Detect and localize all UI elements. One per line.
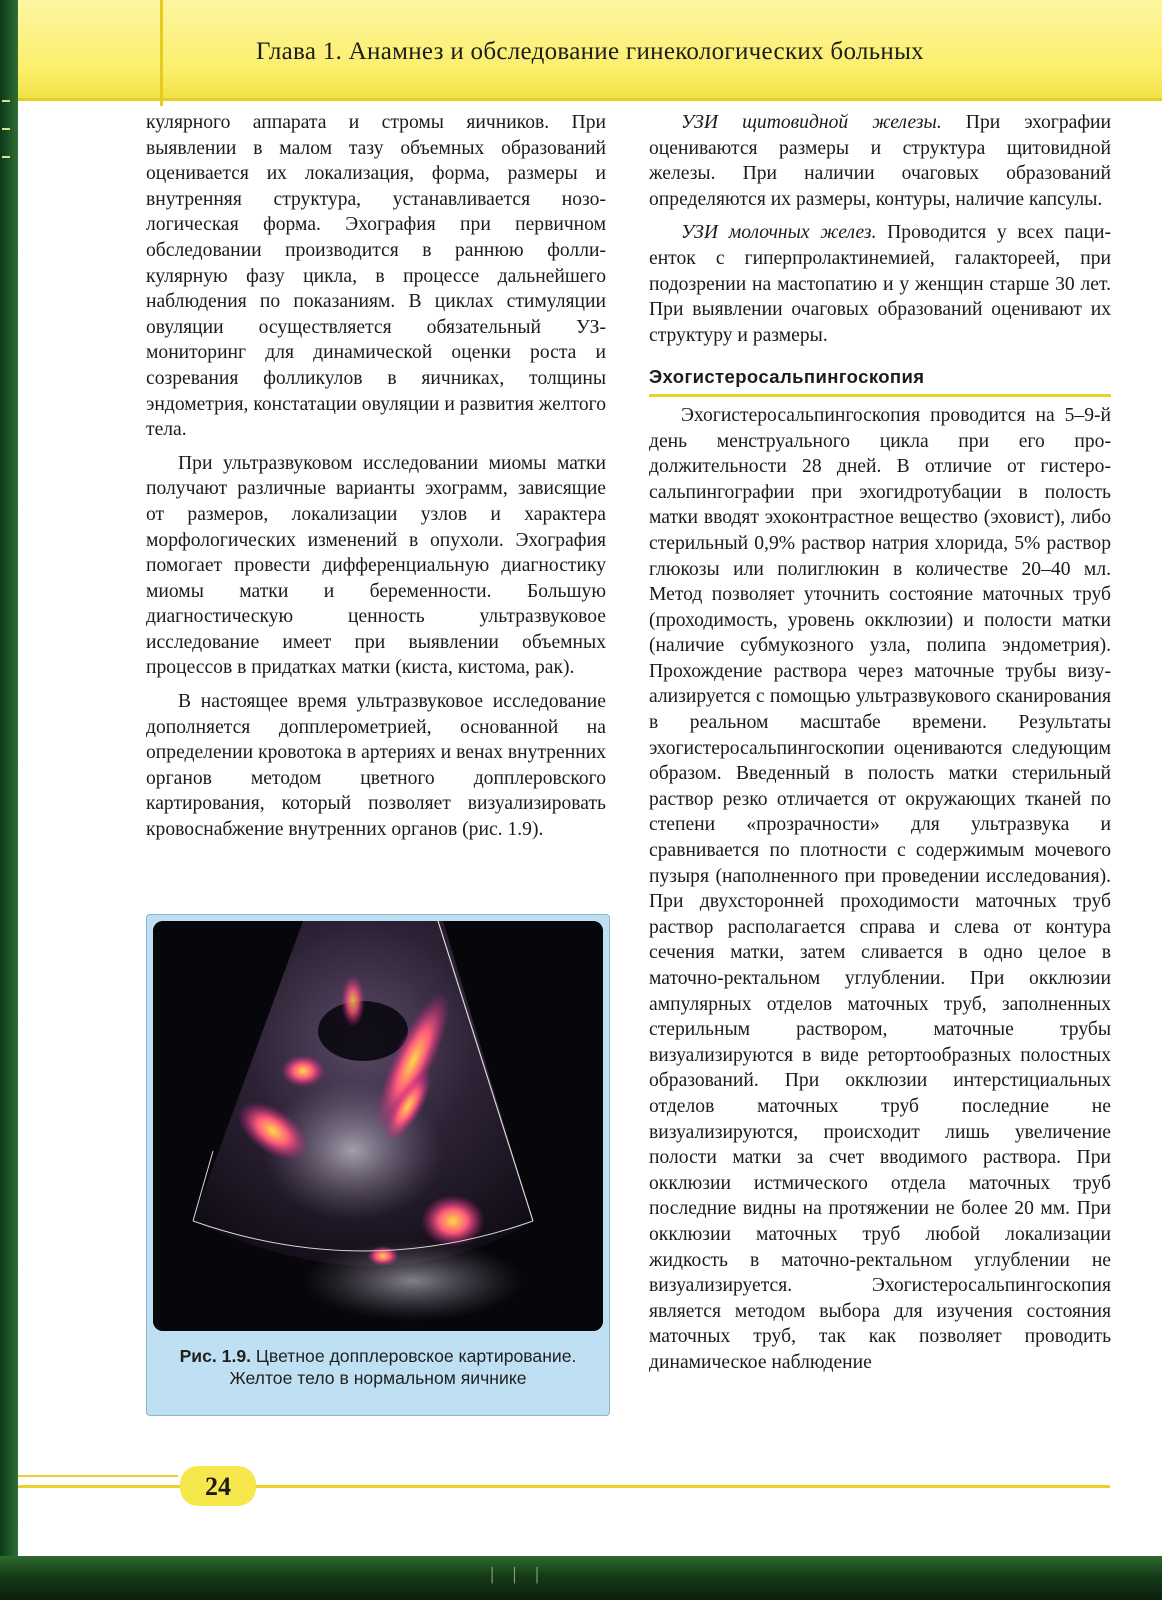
right-column — [649, 110, 1111, 1376]
run-in-heading: УЗИ щитовидной железы. — [681, 112, 942, 133]
binding-mark — [2, 128, 10, 130]
left-column — [146, 110, 606, 843]
paragraph — [649, 220, 1111, 348]
binding-mark — [2, 100, 10, 102]
binding-strip — [0, 0, 18, 1600]
binding-ticks: │││ — [488, 1568, 556, 1584]
figure-1-9 — [146, 914, 610, 1416]
bottom-binding-band — [0, 1556, 1162, 1600]
page-number: 24 — [205, 1472, 231, 1501]
paragraph: В настоящее время ультразвуковое исследование дополняется допплерометрией, основанной на определении кровотока в артериях и венах внутренних органов методом цветного допплеровского картирования, который позволяет визуализировать кровоснабжение внутренних органов (рис. 1.9). — [146, 691, 606, 841]
run-in-heading: УЗИ молочных желез. — [681, 222, 877, 244]
paragraph-text: Проводится у всех пациенток с гиперпролактинемией, галактореей, при подозрении на мастопатию и у женщин старше 30 лет. При выявлении очаговых образований оценивают их структуру и размеры. — [649, 222, 1111, 346]
chapter-title: Глава 1. Анамнез и обследование гинекологических больных — [256, 38, 924, 65]
paragraph — [649, 110, 1111, 212]
doppler-ultrasound-image — [153, 921, 603, 1331]
paragraph-text: При эхографии оцениваются размеры и структура щитовидной железы. При наличии очаговых образований определяются их размеры, контуры, наличие капсулы. — [649, 112, 1111, 210]
paragraph: Эхогистеросальпингоскопия проводится на 5–9-й день менструального цикла при его продолжительности 28 дней. В отличие от гистеросальпингографии при эхогидротубации в полость матки вводят эхоконтрастное вещество (эховист), либо стерильный 0,9% раствор натрия хлорида, 5% раствор глюкозы или полиглюкин в количестве 20–40 мл. Метод позволяет уточнить состояние маточных труб (проходимость, уровень окклюзии) и полости матки (наличие субмукозного узла, полипа эндометрия). Прохождение раствора через маточные трубы визуализируется с помощью ультразвукового сканирования в реальном масштабе времени. Результаты эхогистеросальпингоскопии оцениваются следующим образом. Введенный в полость матки стерильный раствор резко отличается от окружающих тканей по степени «прозрачности» для ультразвука и сравнивается по плотности с содержимым мочевого пузыря (наполненного при проведении исследования). При двухсторонней проходимости маточных труб раствор располагается справа и слева от контура сечения матки, затем сливается в одно целое в маточно-ректальном углублении. При окклюзии ампулярных отделов маточных труб, заполненных стерильным раствором, маточные трубы визуализируются в виде ретортообразных полостных образований. При окклюзии интерстициальных отделов маточных труб последние не визуализируются, происходит лишь увеличение полости матки за счет вводимого раствора. При окклюзии истмического отдела маточных труб последние видны на протяжении не более 20 мм. При окклюзии маточных труб любой локализации жидкость в маточно-ректальном углублении не визуализируется. Эхогистеросальпингоскопия является методом выбора для изучения состояния маточных труб, так как позволяет проводить динамическое наблюдение — [649, 404, 1111, 1373]
footer-rule-left — [18, 1475, 178, 1477]
paragraph: кулярного аппарата и стромы яичников. При выявлении в малом тазу объемных образований оценивается их локализация, форма, размеры и внутренняя структура, устанавливается нозологическая форма. Эхография при первичном обследовании производится в раннюю фолликулярную фазу цикла, в процессе дальнейшего наблюдения по показаниям. В циклах стимуляции овуляции осуществляется обязательный УЗ-мониторинг для динамической оценки роста и созревания фолликулов в яичниках, толщины эндометрия, констатации овуляции и развития желтого тела. — [146, 112, 606, 441]
section-heading: Эхогистеросальпингоскопия — [649, 364, 1111, 397]
binding-mark — [2, 156, 10, 158]
figure-caption-text: Цветное допплеровское картирование. Желтое тело в нормальном яичнике — [229, 1346, 577, 1388]
figure-label: Рис. 1.9. — [179, 1346, 252, 1366]
header-band — [18, 0, 1162, 101]
figure-caption — [161, 1345, 595, 1389]
paragraph: При ультразвуковом исследовании миомы матки получают различные варианты эхограмм, зависящие от размеров, локализации узлов и характера морфологических изменений в опухоли. Эхография помогает провести дифференциальную диагностику миомы матки и беременности. Большую диагностическую ценность ультразвуковое исследование имеет при выявлении объемных процессов в придатках матки (киста, кистома, рак). — [146, 452, 606, 679]
